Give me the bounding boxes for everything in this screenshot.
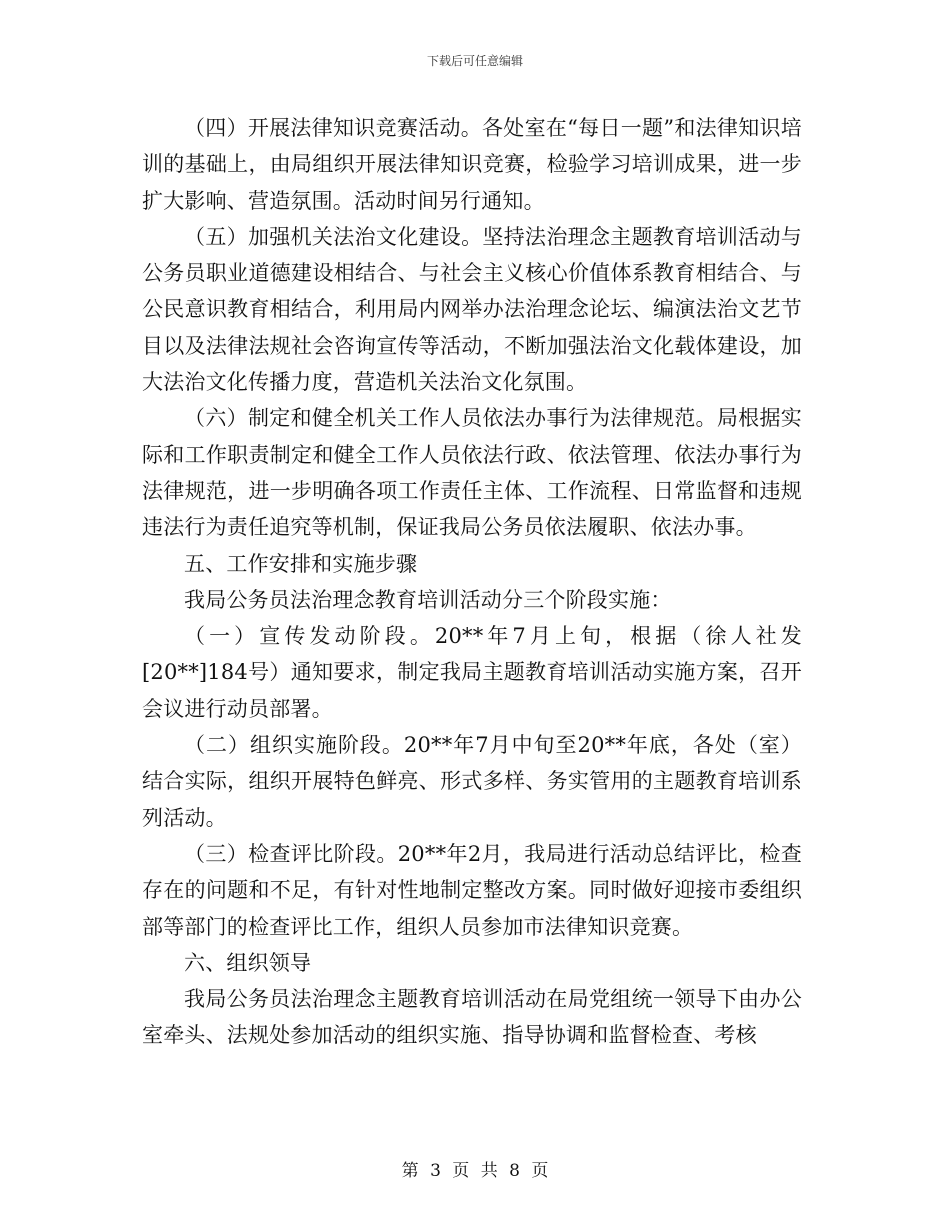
section-heading-5: 五、工作安排和实施步骤 [184,551,418,576]
paragraph-item-6: （六）制定和健全机关工作人员依法办事行为法律规范。局根据实际和工作职责制定和健全工作人员依法行政、依法管理、依法办事行为法律规范，进一步明确各项工作责任主体、工作流程、日常监督和违规违法行为责任追究等机制，保证我局公务员依法履职、依法办事。 [142,406,802,540]
header-note: 下载后可任意编辑 [426,54,523,68]
paragraph-phase-2: （二）组织实施阶段。20**年7月中旬至20**年底，各处（室）结合实际，组织开展特色鲜亮、形式多样、务实管用的主题教育培训系列活动。 [142,733,802,830]
paragraph-phase-3: （三）检查评比阶段。20**年2月，我局进行活动总结评比，检查存在的问题和不足，有针对性地制定整改方案。同时做好迎接市委组织部等部门的检查评比工作，组织人员参加市法律知识竞赛。 [142,841,802,939]
paragraph-item-5: （五）加强机关法治文化建设。坚持法治理念主题教育培训活动与公务员职业道德建设相结合、与社会主义核心价值体系教育相结合、与公民意识教育相结合，利用局内网举办法治理念论坛、编演法治文艺节目以及法律法规社会咨询宣传等活动，不断加强法治文化载体建设，加大法治文化传播力度，营造机关法治文化氛围。 [142,224,802,395]
paragraph-leadership: 我局公务员法治理念主题教育培训活动在局党组统一领导下由办公室牵头、法规处参加活动的组织实施、指导协调和监督检查、考核 [142,987,802,1048]
section-heading-6: 六、组织领导 [184,950,312,975]
page-number-footer: 第 3 页 共 8 页 [401,1161,549,1181]
document-body [142,110,802,1054]
paragraph-phase-1: （一）宣传发动阶段。20**年7月上旬，根据（徐人社发[20**]184号）通知要求，制定我局主题教育培训活动实施方案，召开会议进行动员部署。 [142,624,802,721]
paragraph-item-4: （四）开展法律知识竞赛活动。各处室在“每日一题”和法律知识培训的基础上，由局组织开展法律知识竞赛，检验学习培训成果，进一步扩大影响、营造氛围。活动时间另行通知。 [142,116,802,213]
paragraph-phases-intro: 我局公务员法治理念教育培训活动分三个阶段实施： [184,587,672,612]
